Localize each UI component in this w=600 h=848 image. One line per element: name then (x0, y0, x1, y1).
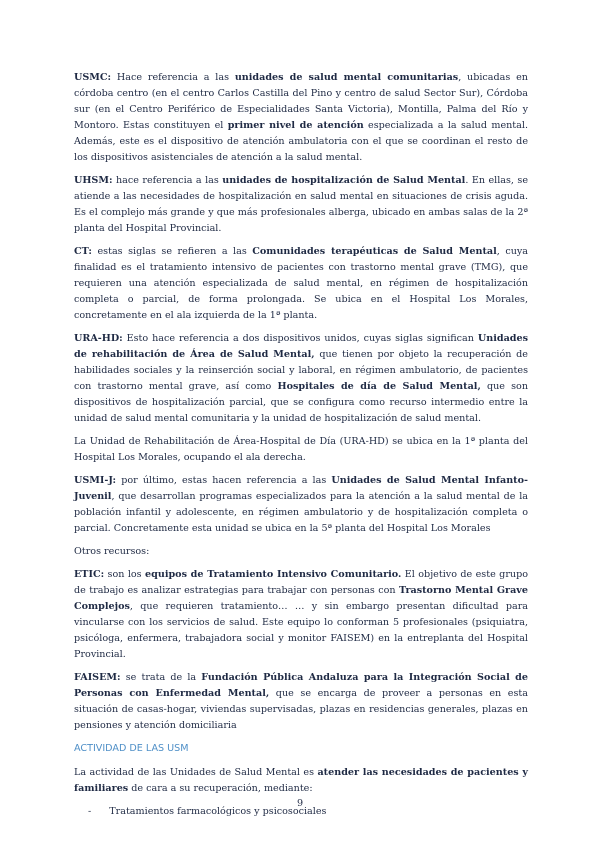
paragraph-uhsm-bold-text: UHSM: (74, 175, 113, 186)
paragraph-usmi-j-bold-text: Unidades de Salud Mental Infanto-Juvenil (74, 475, 528, 502)
paragraph-etic-bold-text: Trastorno Mental Grave Complejos (74, 585, 528, 612)
paragraph-ura-hd-text: Esto hace referencia a dos dispositivos unidos, cuyas siglas significan (122, 333, 478, 344)
paragraph-ura-hd-text: que tienen por objeto la recuperación de habilidades sociales y la reinserción social y laboral, en régimen ambulatorio, de pacientes con trastorno mental grave, así como (74, 349, 528, 392)
paragraph-otros-recursos (74, 544, 528, 560)
paragraph-usmi-j-bold-text: USMI-J: (74, 475, 117, 486)
paragraph-etic (74, 567, 528, 663)
paragraph-faisem-bold-text: Fundación Pública Andaluza para la Integración Social de Personas con Enfermedad Mental, (74, 672, 528, 699)
paragraph-usmc-bold-text: primer nivel de atención (227, 120, 364, 131)
paragraph-usmc-bold-text: unidades de salud mental comunitarias (234, 72, 459, 83)
paragraph-ura-hd (74, 331, 528, 427)
paragraph-usmi-j-text: por último, estas hacen referencia a las (116, 475, 332, 486)
paragraph-usmc-text: especializada a la salud mental. Además, este es el dispositivo de atención ambulatoria con el que se coordinan el resto de los dispositivos asistenciales de atención a la salud mental. (74, 120, 528, 163)
page-number: 9 (296, 798, 304, 809)
paragraph-usmc-text: Hace referencia a las (111, 72, 235, 83)
paragraph-uhsm (74, 173, 528, 237)
paragraph-ura-hd-location-text: La Unidad de Rehabilitación de Área-Hospital de Día (URA-HD) se ubica en la 1ª planta del Hospital Los Morales, ocupando el ala derecha. (74, 436, 528, 463)
paragraph-ura-hd-bold-text: URA-HD: (74, 333, 123, 344)
list-bullet: - (88, 806, 92, 817)
paragraph-etic-text: son los (104, 569, 146, 580)
intro-paragraph (74, 765, 528, 797)
paragraph-uhsm-bold-text: unidades de hospitalización de Salud Mental (222, 175, 466, 186)
paragraph-usmc-text: , ubicadas en córdoba centro (en el centro Carlos Castilla del Pino y centro de salud Sector Sur), Córdoba sur (en el Centro Periférico de Especialidades Santa Victoria), Montilla, Palma del Río y Montoro. Estas constituyen el (74, 72, 528, 131)
paragraph-etic-text: El objetivo de este grupo de trabajo es analizar estrategias para trabajar con personas con (74, 569, 528, 596)
paragraph-etic-bold-text: ETIC: (74, 569, 105, 580)
intro-text: La actividad de las Unidades de Salud Mental es (74, 767, 318, 778)
paragraph-ura-hd-text: que son dispositivos de hospitalización parcial, que se configura como recurso intermedio entre la unidad de salud mental comunitaria y la unidad de hospitalización de salud mental. (74, 381, 529, 424)
paragraph-faisem-text: que se encarga de proveer a personas en esta situación de casas-hogar, viviendas supervisadas, plazas en residencias generales, plazas en pensiones y atención domiciliaria (74, 688, 528, 731)
paragraph-usmc-bold-text: USMC: (74, 72, 112, 83)
body-paragraphs (74, 70, 528, 734)
paragraph-ura-hd-bold-text: Hospitales de día de Salud Mental, (277, 381, 481, 392)
paragraph-ct-bold-text: CT: (74, 246, 92, 257)
paragraph-ct (74, 244, 528, 324)
paragraph-faisem (74, 670, 528, 734)
paragraph-etic-text: , que requieren tratamiento… … y sin embargo presentan dificultad para vincularse con los servicios de salud. Este equipo lo conforman 5 profesionales (psiquiatra, psicóloga, enfermera, trabajadora social y monitor FAISEM) en la entreplanta del Hospital Provincial. (74, 601, 528, 660)
paragraph-ura-hd-location (74, 434, 528, 466)
paragraph-faisem-bold-text: FAISEM: (74, 672, 121, 683)
intro-text: de cara a su recuperación, mediante: (128, 783, 313, 794)
paragraph-faisem-text: se trata de la (120, 672, 202, 683)
paragraph-uhsm-text: . En ellas, se atiende a las necesidades de hospitalización en salud mental en situaciones de crisis aguda. Es el complejo más grande y que más profesionales alberga, ubicado en ambas salas de la 2ª planta del Hospital Provincial. (74, 175, 528, 234)
paragraph-ct-text: estas siglas se refieren a las (91, 246, 253, 257)
intro-bold-text: atender las necesidades de pacientes y familiares (74, 767, 529, 794)
section-heading: ACTIVIDAD DE LAS USM (74, 743, 189, 754)
paragraph-ura-hd-bold-text: Unidades de rehabilitación de Área de Salud Mental, (74, 333, 528, 360)
paragraph-ct-text: , cuya finalidad es el tratamiento intensivo de pacientes con trastorno mental grave (TMG), que requieren una atención especializada de salud mental, en régimen de hospitalización completa o parcial, de forma prolongada. Se ubica en el Hospital Los Morales, concretamente en el ala izquierda de la 1ª planta. (74, 246, 529, 321)
paragraph-uhsm-text: hace referencia a las (112, 175, 223, 186)
paragraph-usmi-j-text: , que desarrollan programas especializados para la atención a la salud mental de la población infantil y adolescente, en régimen ambulatorio y de hospitalización completa o parcial. Concretamente esta unidad se ubica en la 5ª planta del Hospital Los Morales (74, 491, 528, 534)
list-item-text: Tratamientos farmacológicos y psicosociales (109, 806, 327, 817)
paragraph-otros-recursos-text: Otros recursos: (74, 546, 150, 557)
paragraph-etic-bold-text: equipos de Tratamiento Intensivo Comunitario. (145, 569, 402, 580)
paragraph-usmc (74, 70, 528, 166)
paragraph-ct-bold-text: Comunidades terapéuticas de Salud Mental (252, 246, 497, 257)
paragraph-usmi-j (74, 473, 528, 537)
document-page (74, 70, 528, 820)
